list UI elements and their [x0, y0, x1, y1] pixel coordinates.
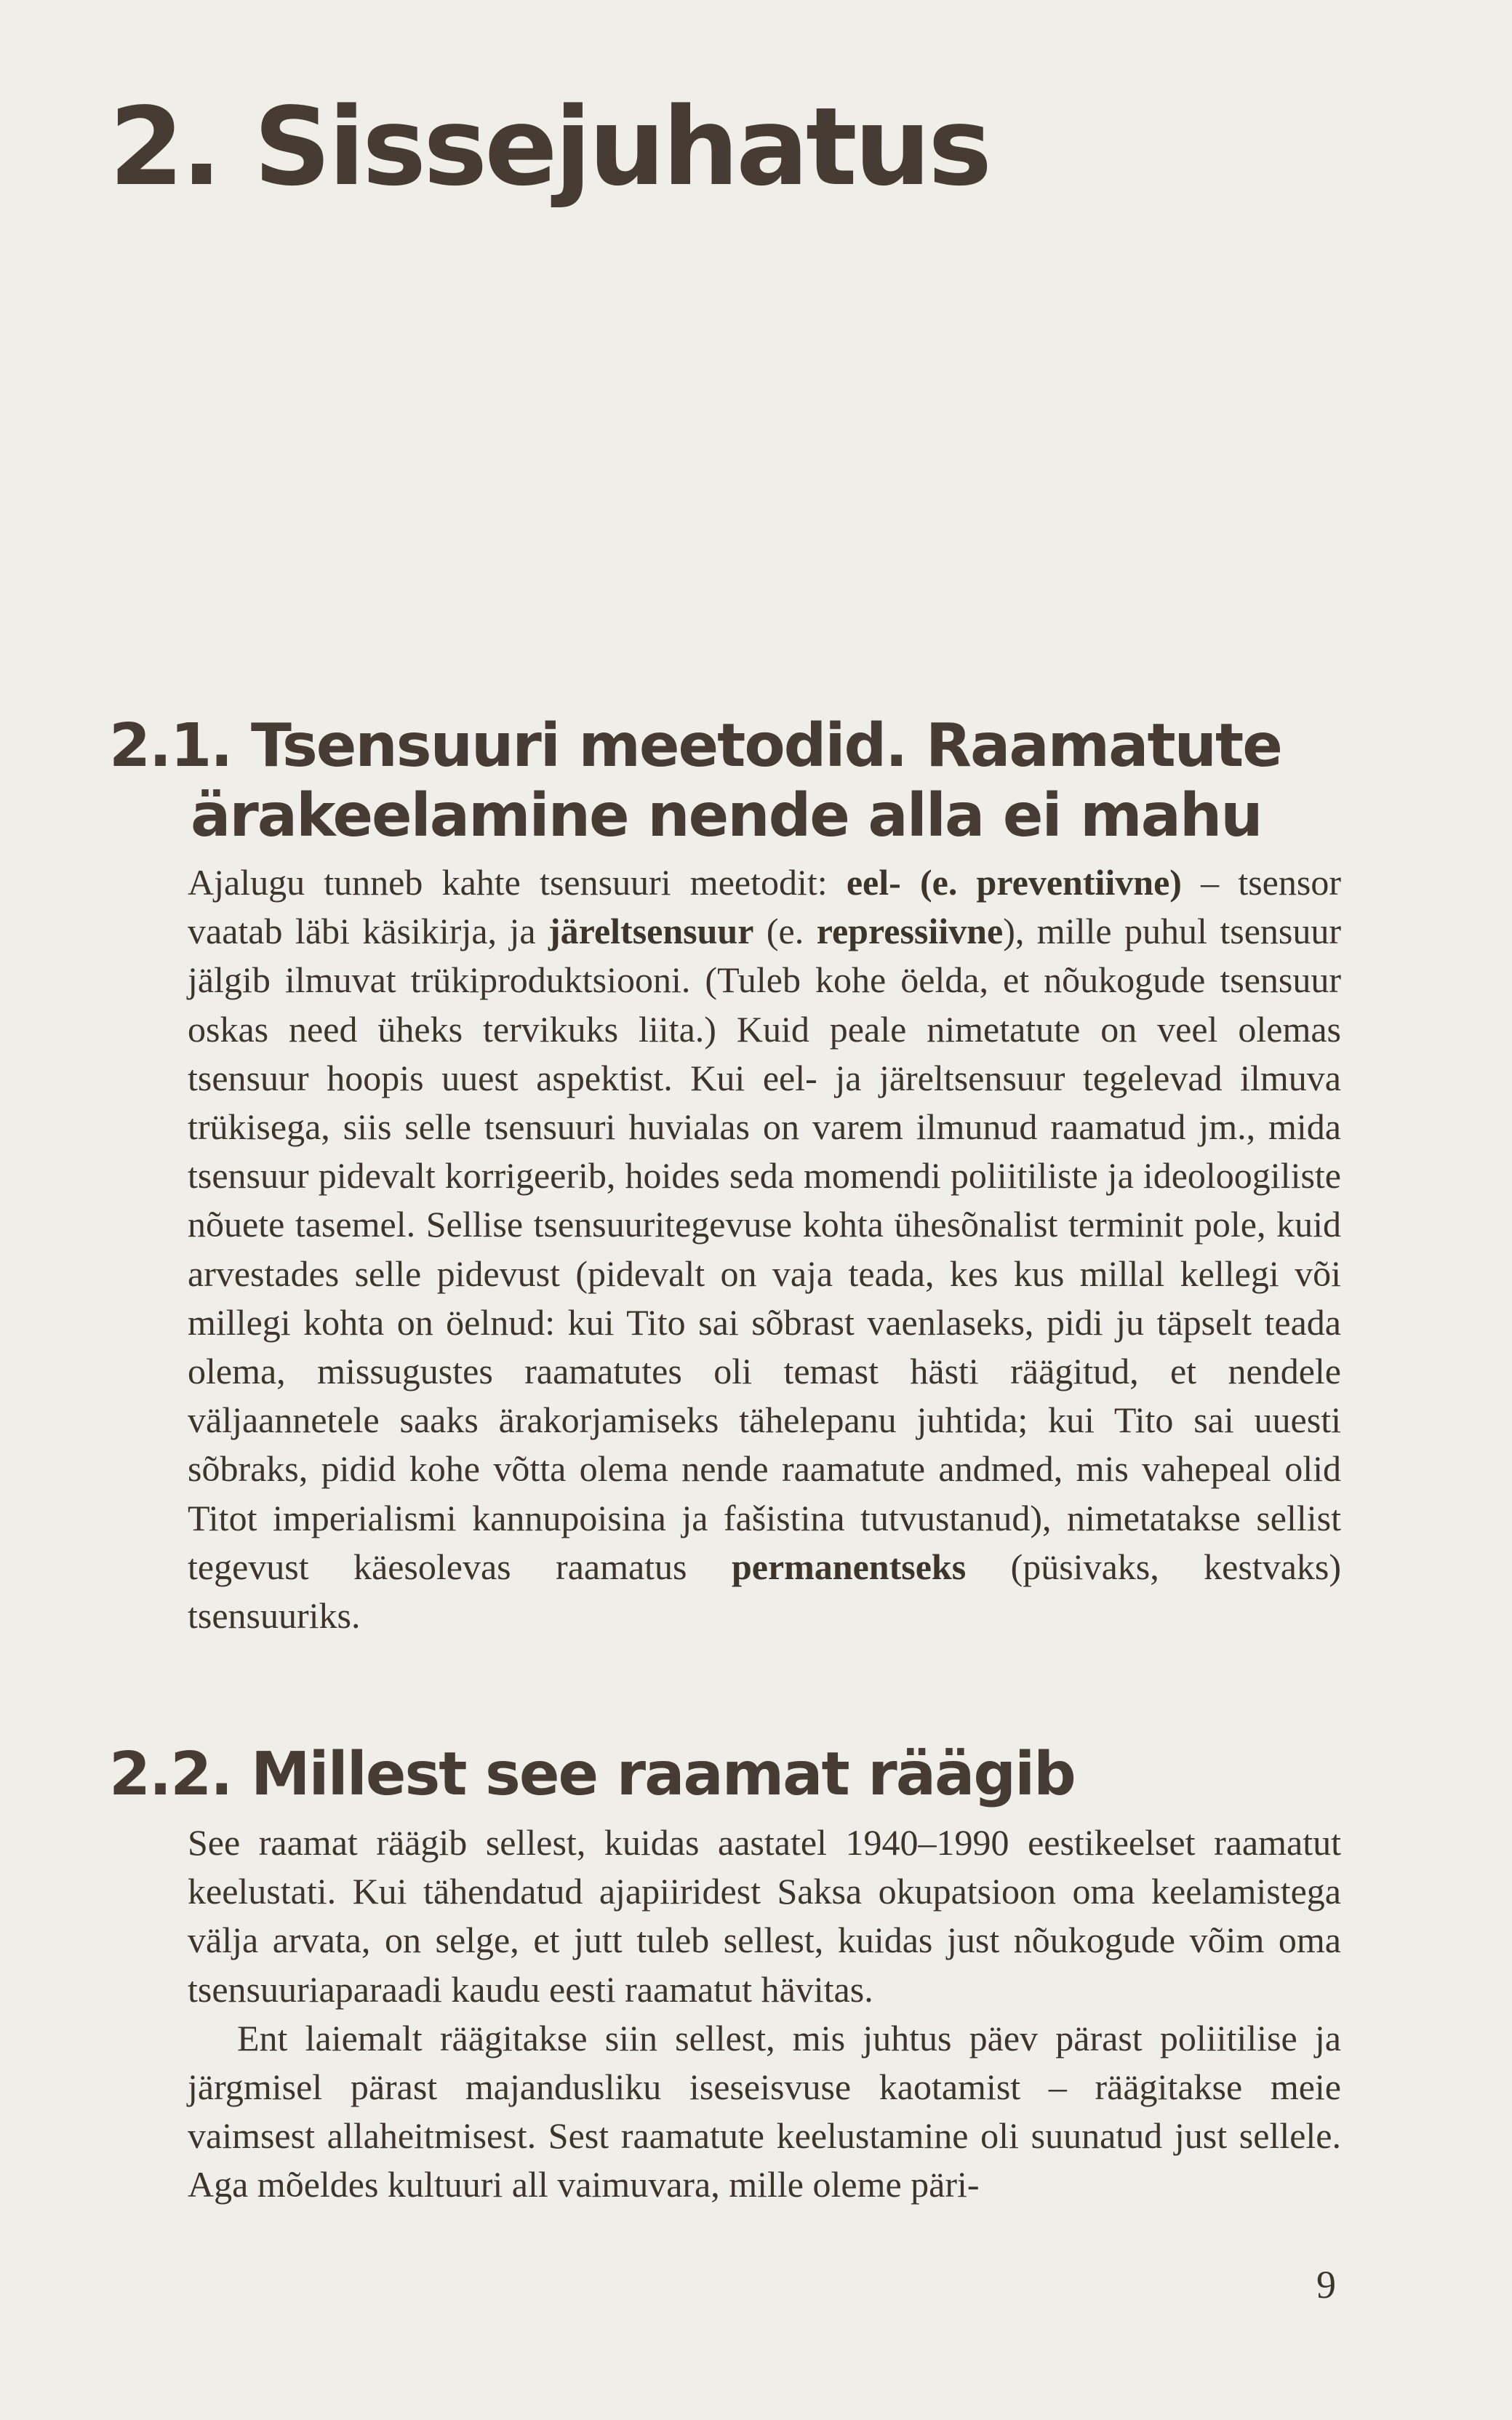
text-run: (püsivaks, kestvaks) tsensuuriks.: [188, 1546, 1341, 1637]
term-repressiivne: repressiivne: [816, 911, 1004, 952]
page-number: 9: [1316, 2263, 1336, 2307]
text-run: Ajalugu tunneb kahte tsensuuri meetodit:: [188, 862, 847, 903]
section-heading-2-2: 2.2. Millest see raamat räägib: [109, 1740, 1075, 1809]
term-jareltsensuur: järeltsensuur: [548, 911, 754, 952]
section-heading-2-1: [109, 711, 1281, 851]
text-run: ), mille puhul tsensuur jälgib ilmuvat trükiproduktsiooni. (Tuleb kohe öelda, et nõukogude tsensuur oskas need üheks tervikuks liita.) Kuid peale nimetatute on veel olemas tsensuur hoopis uuest aspektist. Kui eel- ja järeltsensuur tegelevad ilmuva trükisega, siis selle tsensuuri huvialas on varem ilmunud raamatud jm., mida tsensuur pidevalt korrigeerib, hoides seda momendi poliitiliste ja ideoloogiliste nõuete tasemel. Sellise tsensuuritegevuse kohta ühesõnalist terminit pole, kuid arvestades selle pidevust (pidevalt on vaja teada, kes kus millal kellegi või millegi kohta on öelnud: kui Tito sai sõbrast vaenlaseks, pidi ju täpselt teada olema, missugustes raamatutes oli temast hästi räägitud, et nendele väljaannetele saaks ärakorjamiseks tähelepanu juhtida; kui Tito sai uuesti sõbraks, pidid kohe võtta olema nende raamatute andmed, mis vahepeal olid Titot imperialismi kannupoisina ja fašistina tutvustanud), nimetatakse sellist tegevust käesolevas raamatus: [188, 911, 1342, 1587]
paragraph: Ent laiemalt räägitakse siin sellest, mis juhtus päev pärast poliitilise ja järgmisel pärast majandusliku iseseisvuse kaotamist – räägitakse meie vaimsest allaheitmisest. Sest raamatute keelustamine oli suunatud just sellele. Aga mõeldes kultuuri all vaimuvara, mille oleme päri-: [188, 2017, 1341, 2205]
section-2-2-body: [188, 1818, 1341, 2210]
section-2-1-body: [188, 858, 1341, 1640]
paragraph: [188, 858, 1341, 1640]
text-run: (e.: [753, 911, 817, 952]
paragraph: See raamat räägib sellest, kuidas aastatel 1940–1990 eestikeelset raamatut keelustati. Kui tähendatud ajapiiridest Saksa okupatsioon oma keelamistega välja arvata, on selge, et jutt tuleb sellest, kuidas just nõukogude võim oma tsensuuriaparaadi kaudu eesti raamatut hävitas.: [188, 1822, 1341, 2010]
term-permanentne: permanentseks: [731, 1546, 967, 1587]
section-heading-line2: ärakeelamine nende alla ei mahu: [191, 781, 1262, 850]
term-eel-tsensuur: eel- (e. preventiivne): [846, 862, 1182, 903]
text-run: – tsensor vaatab läbi käsikirja, ja: [188, 862, 1341, 952]
section-heading-line1: 2.1. Tsensuuri meetodid. Raamatute: [109, 711, 1281, 780]
chapter-title: 2. Sissejuhatus: [109, 84, 990, 209]
